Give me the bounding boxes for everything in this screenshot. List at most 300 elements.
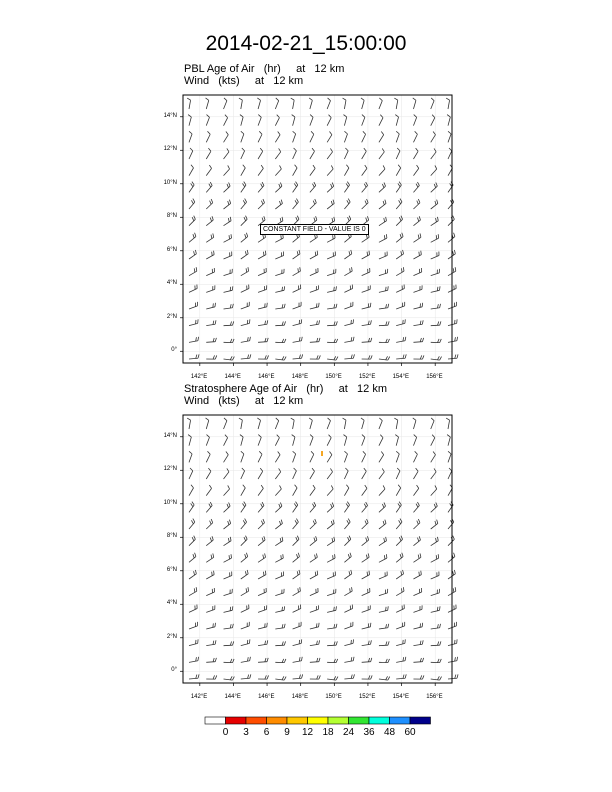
- panel2-wind-barb-feather: [244, 537, 246, 541]
- panel2-wind-barb-feather: [243, 520, 245, 523]
- panel1-wind-barb-feather: [211, 235, 212, 239]
- panel1-wind-barb: [396, 202, 402, 209]
- panel1-wind-barb: [310, 100, 312, 109]
- panel1-wind-barb: [431, 101, 434, 109]
- panel1-wind-barb-feather: [371, 355, 372, 359]
- panel1-wind-barb: [396, 237, 403, 243]
- panel2-wind-barb-feather: [353, 674, 354, 678]
- panel2-wind-barb-feather: [280, 538, 281, 542]
- panel2-wind-barb: [224, 610, 233, 612]
- panel1-wind-barb: [293, 219, 299, 225]
- panel2-wind-barb: [362, 627, 371, 629]
- panel1-wind-barb-feather: [192, 182, 194, 185]
- panel2-wind-barb: [327, 472, 332, 479]
- panel1-wind-barb-feather: [454, 250, 455, 254]
- panel2-wind-barb-feather: [316, 553, 317, 557]
- panel2-wind-barb-feather: [420, 553, 421, 557]
- panel1-wind-barb-feather: [230, 304, 231, 308]
- panel2-wind-barb: [310, 609, 319, 612]
- panel2-wind-barb-feather: [331, 485, 333, 489]
- panel2-wind-barb-feather: [333, 520, 334, 524]
- panel1-wind-barb: [327, 101, 330, 109]
- panel2-wind-barb: [379, 438, 383, 446]
- panel1-wind-barb-feather: [384, 182, 386, 186]
- panel2-wind-barb-feather: [232, 606, 233, 610]
- panel2-wind-barb: [206, 575, 214, 579]
- panel1-wind-barb-feather: [334, 304, 335, 308]
- panel1-wind-barb-feather: [403, 337, 404, 341]
- panel1-wind-barb-feather: [260, 148, 262, 151]
- panel1-wind-barb-feather: [405, 337, 406, 341]
- panel1-wind-barb-feather: [419, 252, 420, 256]
- panel2-wind-barb-feather: [455, 675, 456, 679]
- panel1-wind-barb: [344, 323, 353, 325]
- panel2-wind-barb-feather: [437, 624, 438, 628]
- panel2-wind-barb: [396, 591, 404, 596]
- panel1-wind-barb: [396, 289, 404, 293]
- panel1-wind-barb: [206, 324, 215, 325]
- panel1-wind-barb: [396, 151, 400, 159]
- panel1-wind-barb-feather: [245, 251, 246, 255]
- panel1-wind-barb-feather: [336, 304, 337, 308]
- panel2-wind-barb-feather: [245, 554, 246, 558]
- panel2-wind-barb: [344, 437, 346, 446]
- panel1-wind-barb: [310, 342, 319, 343]
- panel2-wind-barb-feather: [332, 502, 334, 506]
- panel2-wind-barb-feather: [315, 555, 316, 559]
- panel1-wind-barb-feather: [348, 217, 350, 221]
- panel2-wind-barb-feather: [315, 519, 317, 523]
- panel1-wind-barb-feather: [191, 200, 193, 203]
- panel1-wind-barb: [189, 185, 194, 192]
- panel1-wind-barb-feather: [331, 184, 333, 188]
- panel1-wind-barb-feather: [191, 165, 194, 168]
- panel1-wind-barb: [224, 359, 233, 360]
- panel2-wind-barb-feather: [312, 468, 314, 471]
- panel1-wind-barb: [241, 306, 249, 309]
- panel2-wind-barb: [293, 626, 301, 629]
- panel2-wind-barb-feather: [382, 504, 384, 508]
- panel2-wind-barb-feather: [245, 571, 246, 575]
- panel1-wind-barb: [189, 168, 194, 176]
- panel1-wind-barb: [413, 117, 416, 125]
- panel2-wind-barb-feather: [229, 502, 231, 506]
- panel2-wind-barb: [413, 609, 422, 612]
- panel2-wind-barb-feather: [388, 641, 389, 645]
- panel2-wind-barb-feather: [317, 571, 318, 575]
- panel1-wind-barb: [310, 203, 316, 209]
- panel1-wind-barb-feather: [229, 182, 231, 186]
- colorbar-box: [267, 717, 288, 724]
- panel1-wind-barb: [189, 254, 196, 259]
- panel1-wind-barb-feather: [422, 355, 423, 359]
- panel1-wind-barb: [293, 100, 295, 109]
- panel2-lat-tick-label: 12°N: [163, 466, 177, 473]
- panel1-wind-barb-feather: [264, 216, 265, 220]
- panel2-wind-barb-feather: [229, 555, 230, 559]
- panel1-lat-tick-label: 12°N: [163, 146, 177, 153]
- panel2-wind-barb-feather: [319, 658, 320, 662]
- panel1-wind-barb: [379, 203, 386, 209]
- panel2-wind-barb: [206, 506, 212, 513]
- panel2-wind-barb-feather: [195, 553, 196, 557]
- colorbar-box: [410, 717, 431, 724]
- panel1-wind-barb: [224, 203, 231, 209]
- panel2-wind-barb: [327, 523, 334, 529]
- panel2-wind-barb-feather: [455, 587, 456, 591]
- panel1-wind-barb: [379, 152, 384, 159]
- panel1-wind-barb-feather: [213, 355, 214, 359]
- panel2-wind-barb: [293, 643, 302, 645]
- panel1-wind-barb-feather: [385, 200, 386, 204]
- panel1-wind-barb: [275, 203, 282, 209]
- panel2-wind-barb: [206, 592, 214, 596]
- panel1-wind-barb: [431, 359, 440, 360]
- panel1-wind-barb: [224, 186, 231, 192]
- panel1-wind-barb: [293, 134, 296, 142]
- panel2-wind-barb: [413, 454, 417, 462]
- panel1-wind-barb: [241, 358, 250, 359]
- panel2-wind-barb-feather: [298, 588, 299, 592]
- panel2-wind-barb: [224, 575, 232, 579]
- panel1-wind-barb-feather: [284, 339, 286, 343]
- panel1-wind-barb: [379, 359, 388, 360]
- panel2-wind-barb: [413, 488, 418, 495]
- panel2-wind-barb: [189, 488, 194, 496]
- panel2-wind-barb-feather: [279, 504, 281, 508]
- panel1-wind-barb-feather: [420, 355, 421, 359]
- panel2-wind-barb-feather: [265, 658, 266, 662]
- panel2-wind-barb: [258, 454, 262, 462]
- panel2-wind-barb-feather: [422, 640, 423, 644]
- panel1-wind-barb-feather: [210, 218, 211, 222]
- panel2-wind-barb-feather: [419, 572, 420, 576]
- panel2-wind-barb-feather: [246, 588, 247, 592]
- panel2-wind-barb-feather: [215, 640, 216, 644]
- colorbar-box: [328, 717, 349, 724]
- panel1-wind-barb: [327, 203, 334, 209]
- panel1-wind-barb: [344, 219, 350, 225]
- panel2-wind-barb-feather: [282, 659, 284, 663]
- panel2-wind-barb: [413, 627, 422, 629]
- panel2-wind-barb: [258, 523, 264, 529]
- panel2-wind-barb-feather: [368, 553, 369, 557]
- panel2-wind-barb: [275, 455, 280, 463]
- panel1-wind-barb: [241, 254, 248, 259]
- panel2-wind-barb-feather: [367, 572, 368, 576]
- panel2-wind-barb: [293, 591, 301, 596]
- panel1-wind-barb-feather: [313, 165, 315, 168]
- panel1-wind-barb-feather: [371, 338, 372, 342]
- panel1-wind-barb: [310, 307, 319, 309]
- panel2-wind-barb: [206, 488, 211, 495]
- panel1-wind-barb-feather: [420, 338, 421, 342]
- panel1-wind-barb-feather: [396, 131, 399, 134]
- panel2-wind-barb-feather: [263, 555, 264, 559]
- panel2-lon-tick-label: 152°E: [358, 694, 376, 700]
- panel1-wind-barb: [224, 118, 228, 126]
- panel1-wind-barb: [189, 358, 198, 359]
- panel2-wind-barb-feather: [388, 624, 389, 628]
- panel2-wind-barb: [362, 420, 364, 429]
- panel2-wind-barb-feather: [265, 675, 266, 679]
- panel2-wind-barb: [448, 437, 450, 446]
- panel1-wind-barb-feather: [418, 199, 420, 203]
- panel1-wind-barb: [396, 306, 404, 309]
- panel2-wind-barb: [310, 540, 317, 546]
- panel1-wind-barb-feather: [295, 165, 298, 168]
- panel2-wind-barb-feather: [282, 676, 284, 680]
- panel1-lat-tick-label: 14°N: [163, 112, 177, 119]
- panel1-wind-barb: [344, 271, 352, 276]
- panel2-wind-barb: [344, 591, 352, 596]
- panel2-wind-barb-feather: [313, 521, 315, 525]
- panel2-wind-barb: [275, 472, 280, 479]
- panel2-wind-barb: [293, 661, 302, 663]
- panel1-wind-barb-feather: [282, 304, 283, 308]
- panel1-wind-barb-feather: [349, 251, 350, 255]
- panel1-wind-barb: [344, 134, 347, 142]
- panel1-wind-barb-feather: [438, 234, 439, 238]
- panel2-wind-barb-feather: [334, 624, 335, 628]
- panel2-wind-barb-feather: [312, 504, 314, 508]
- panel2-wind-barb: [344, 522, 350, 529]
- panel1-wind-barb: [362, 100, 364, 109]
- panel1-wind-barb: [189, 306, 197, 309]
- panel2-lon-tick-label: 146°E: [258, 694, 275, 700]
- panel1-wind-barb-feather: [265, 233, 266, 237]
- panel1-wind-barb: [413, 272, 421, 276]
- panel2-wind-barb-feather: [319, 640, 320, 644]
- panel1-wind-barb: [275, 152, 280, 159]
- panel1-lon-tick-label: 154°E: [392, 374, 409, 380]
- panel2-wind-barb-feather: [440, 659, 442, 663]
- panel2-wind-barb: [224, 421, 227, 429]
- panel1-wind-barb-feather: [394, 98, 397, 100]
- panel1-wind-barb: [344, 254, 351, 259]
- panel2-wind-barb: [241, 454, 244, 462]
- panel1-wind-barb-feather: [245, 199, 247, 202]
- panel1-wind-barb-feather: [379, 98, 382, 101]
- panel2-wind-barb-feather: [247, 657, 248, 661]
- panel1-wind-barb: [396, 185, 401, 192]
- panel1-wind-barb: [206, 168, 211, 175]
- panel1-wind-barb-feather: [208, 148, 210, 151]
- panel1-wind-barb: [258, 342, 267, 343]
- panel2-wind-barb-feather: [348, 554, 349, 558]
- panel2-wind-barb-feather: [198, 674, 199, 678]
- panel1-wind-barb-feather: [405, 354, 406, 358]
- panel1-wind-barb: [224, 169, 230, 176]
- panel1-wind-barb: [189, 237, 196, 243]
- panel2-wind-barb: [189, 678, 198, 679]
- panel2-wind-barb: [241, 522, 247, 529]
- panel1-wind-barb: [327, 290, 336, 292]
- panel1-wind-barb-feather: [317, 321, 318, 325]
- panel2-wind-barb: [413, 523, 419, 529]
- panel2-wind-barb: [413, 662, 422, 663]
- panel2-wind-barb-feather: [192, 537, 194, 541]
- panel2-wind-barb: [206, 471, 211, 479]
- panel1-wind-barb-feather: [418, 235, 419, 239]
- panel1-wind-barb: [275, 255, 283, 259]
- panel2-wind-barb-feather: [317, 675, 318, 679]
- panel1-wind-barb-feather: [417, 201, 419, 205]
- panel1-wind-barb: [327, 118, 331, 126]
- panel2-wind-barb: [310, 627, 319, 629]
- panel2-wind-barb-feather: [284, 659, 286, 663]
- panel1-wind-barb: [413, 186, 419, 193]
- panel2-wind-barb: [258, 420, 260, 429]
- panel1-wind-barb-feather: [209, 184, 211, 188]
- panel1-wind-barb-feather: [333, 235, 334, 239]
- panel1-wind-barb-feather: [282, 322, 283, 326]
- panel1-wind-barb: [241, 341, 250, 343]
- panel2-wind-barb: [241, 678, 250, 679]
- panel2-wind-barb-feather: [386, 659, 388, 663]
- panel2-wind-barb-feather: [332, 538, 333, 542]
- panel1-wind-barb-feather: [194, 268, 195, 272]
- panel1-wind-barb-feather: [232, 286, 233, 290]
- colorbar-label: 24: [342, 727, 355, 738]
- panel2-wind-barb-feather: [403, 675, 404, 679]
- panel1-wind-barb: [362, 255, 370, 259]
- panel1-wind-barb: [413, 134, 417, 142]
- panel2-wind-barb-feather: [440, 641, 441, 645]
- panel2-wind-barb-feather: [386, 607, 387, 611]
- panel2-wind-barb-feather: [440, 606, 441, 610]
- panel2-wind-barb: [241, 420, 243, 429]
- panel1-wind-barb-feather: [365, 201, 367, 205]
- figure-title: 2014-02-21_15:00:00: [205, 32, 407, 55]
- panel1-wind-barb: [258, 220, 265, 226]
- panel2-lon-tick-label: 154°E: [392, 694, 409, 700]
- panel1-wind-barb-feather: [343, 98, 346, 100]
- colorbar-label: 6: [263, 727, 270, 738]
- panel2-wind-barb: [241, 661, 250, 663]
- panel2-wind-barb-feather: [446, 418, 449, 420]
- panel1-wind-barb-feather: [239, 98, 242, 100]
- panel1-wind-barb-feather: [368, 338, 369, 342]
- panel2-wind-barb-feather: [385, 520, 386, 524]
- panel2-wind-barb-feather: [302, 674, 303, 678]
- panel2-wind-barb: [275, 489, 281, 496]
- panel2-wind-barb-feather: [261, 521, 263, 525]
- panel2-wind-barb-feather: [277, 435, 280, 438]
- panel2-wind-barb-feather: [187, 418, 190, 420]
- panel2-wind-barb-feather: [415, 451, 418, 454]
- panel2-wind-barb: [258, 506, 264, 513]
- panel2-wind-barb: [396, 661, 405, 663]
- panel1-wind-barb-feather: [281, 235, 282, 239]
- panel2-wind-barb: [327, 421, 330, 429]
- panel2-wind-barb-feather: [299, 675, 300, 679]
- panel1-wind-barb-feather: [298, 233, 299, 237]
- panel2-wind-barb: [189, 437, 191, 446]
- panel1-wind-barb: [206, 255, 214, 259]
- panel2-wind-barb: [258, 627, 267, 629]
- panel1-wind-barb-feather: [333, 200, 334, 204]
- panel2-wind-barb: [431, 575, 439, 579]
- panel1-wind-barb-feather: [419, 216, 420, 220]
- panel2-wind-barb: [327, 628, 336, 629]
- panel1-wind-barb-feather: [366, 218, 367, 222]
- panel1-lon-tick-label: 142°E: [190, 374, 208, 380]
- panel2-lat-tick-label: 6°N: [166, 566, 177, 573]
- panel2-wind-barb: [293, 574, 300, 579]
- panel1-wind-barb: [258, 237, 265, 242]
- panel2-wind-barb: [431, 558, 439, 562]
- panel2-wind-barb-feather: [280, 502, 282, 506]
- panel1-wind-barb-feather: [335, 234, 336, 238]
- panel2-wind-barb: [258, 592, 266, 596]
- panel1-wind-barb-feather: [230, 339, 232, 343]
- panel2-wind-barb: [396, 488, 401, 496]
- panel1-wind-barb: [206, 203, 212, 209]
- panel2-wind-barb-feather: [453, 536, 455, 540]
- panel1-wind-barb: [275, 101, 278, 109]
- panel1-wind-barb-feather: [187, 98, 190, 100]
- panel1-wind-barb: [310, 168, 315, 175]
- panel1-wind-barb-feather: [336, 339, 338, 343]
- panel1-wind-barb-feather: [230, 322, 231, 326]
- panel2-wind-barb: [189, 661, 198, 663]
- panel1-wind-barb-feather: [283, 234, 284, 238]
- panel2-wind-barb: [413, 575, 421, 579]
- panel1-wind-barb: [413, 324, 422, 325]
- panel1-wind-barb-feather: [402, 233, 403, 237]
- panel2-wind-barb-feather: [280, 485, 282, 489]
- panel2-wind-barb-feather: [364, 504, 366, 508]
- panel1-wind-barb-feather: [311, 131, 314, 134]
- panel2-wind-barb-feather: [399, 502, 401, 505]
- panel2-wind-barb: [189, 471, 193, 479]
- panel1-wind-barb-feather: [282, 356, 284, 360]
- panel2-wind-barb: [275, 575, 283, 579]
- panel2-wind-barb-feather: [311, 451, 314, 454]
- panel2-wind-barb-feather: [264, 536, 265, 540]
- panel1-wind-barb: [362, 342, 371, 343]
- panel2-wind-barb-feather: [436, 555, 437, 559]
- panel1-wind-barb: [379, 135, 384, 143]
- panel1-wind-barb-feather: [210, 201, 212, 205]
- panel1-wind-barb: [275, 308, 284, 309]
- panel2-wind-barb-feather: [353, 657, 354, 661]
- panel1-wind-barb-feather: [350, 233, 351, 237]
- panel2-wind-barb: [241, 557, 248, 563]
- panel2-wind-barb: [396, 454, 399, 462]
- panel1-wind-barb: [189, 151, 193, 159]
- panel2-wind-barb-feather: [193, 519, 195, 522]
- panel2-wind-barb-feather: [280, 521, 281, 525]
- panel1-wind-barb-feather: [230, 287, 231, 291]
- panel1-wind-barb-feather: [383, 165, 385, 169]
- panel2-wind-barb: [224, 523, 231, 529]
- panel1-wind-barb: [431, 135, 436, 143]
- panel2-wind-barb: [362, 523, 368, 529]
- panel2-wind-barb-feather: [405, 674, 406, 678]
- panel2-lon-tick-label: 150°E: [325, 694, 342, 700]
- panel1-wind-barb: [224, 273, 233, 276]
- panel1-wind-barb-feather: [293, 131, 296, 134]
- panel1-wind-barb-feather: [261, 165, 263, 168]
- panel2-wind-barb: [224, 558, 232, 562]
- panel2-wind-barb-feather: [261, 504, 263, 508]
- panel2-wind-barb: [362, 592, 370, 596]
- panel1-wind-barb: [362, 117, 365, 125]
- panel1-wind-barb: [275, 221, 283, 226]
- colorbar-label: 9: [284, 727, 290, 738]
